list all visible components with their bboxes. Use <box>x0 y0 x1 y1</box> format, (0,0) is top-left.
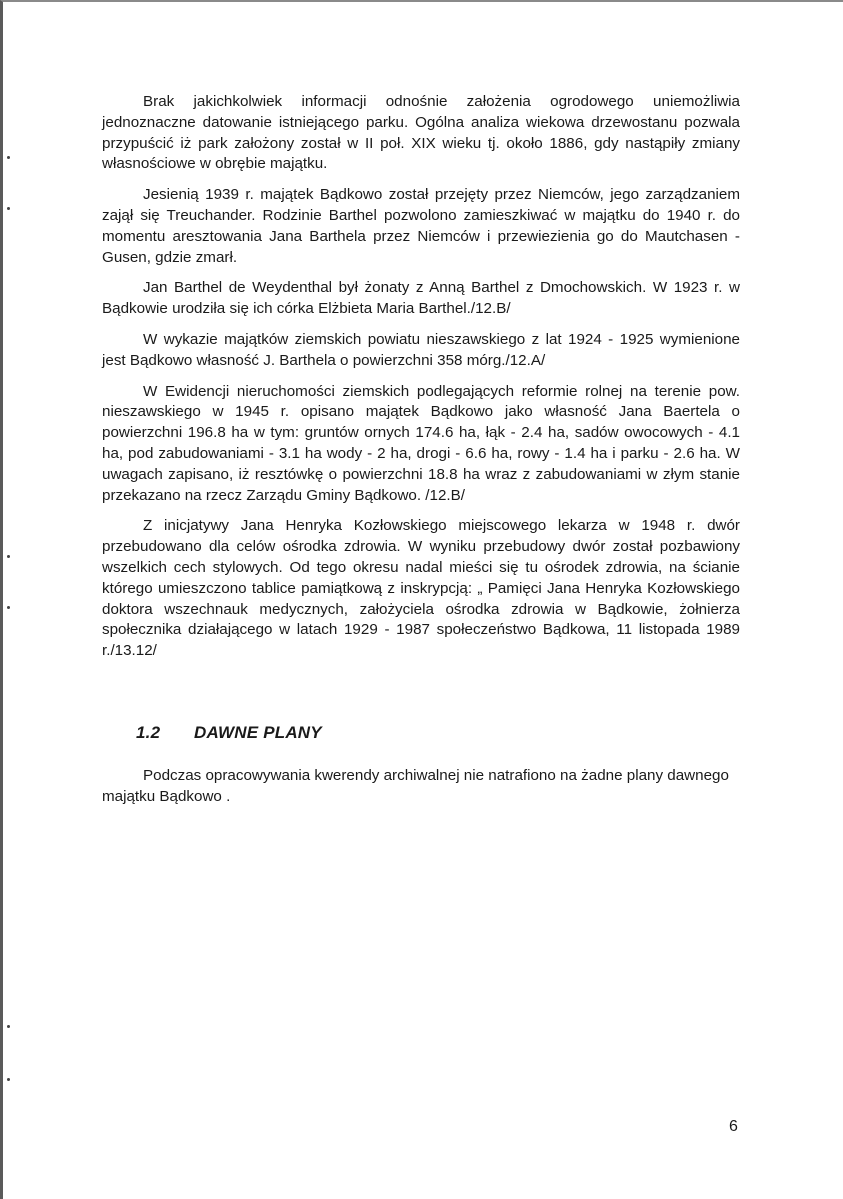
scan-dot-mark <box>7 555 10 558</box>
paragraph-barthel-family: Jan Barthel de Weydenthal był żonaty z Anną Barthel z Dmochowskich. W 1923 r. w Bądkowie urodziła się ich córka Elżbieta Maria Barthel./12.B/ <box>102 279 740 318</box>
scan-dot-mark <box>7 156 10 159</box>
scan-dot-mark <box>7 1078 10 1081</box>
scan-dot-mark <box>7 1025 10 1028</box>
paragraph-estate-register: W wykazie majątków ziemskich powiatu nieszawskiego z lat 1924 - 1925 wymienione jest Bądkowo własność J. Barthela o powierzchni 358 mórg./12.A/ <box>102 330 740 369</box>
paragraph-1939-takeover: Jesienią 1939 r. majątek Bądkowo został przejęty przez Niemców, jego zarządzaniem zajął się Treuchander. Rodzinie Barthel pozwolono zamieszkiwać w majątku do 1940 r. do momentu aresztowania Jana Barthela przez Niemców i przewiezienia go do Mautchasen - Gusen, gdzie zmarł. <box>102 186 740 266</box>
paragraph-park-dating: Brak jakichkolwiek informacji odnośnie założenia ogrodowego uniemożliwia jednoznaczne datowanie istniejącego parku. Ogólna analiza wiekowa drzewostanu pozwala przypuścić iż park założony został w II poł. XIX wieku tj. około 1886, gdy nastąpiły zmiany własnościowe w obrębie majątku. <box>102 93 740 173</box>
paragraph-land-reform-record: W Ewidencji nieruchomości ziemskich podlegających reformie rolnej na terenie pow. nieszawskiego w 1945 r. opisano majątek Bądkowo jako własność Jana Baertela o powierzchni 196.8 ha w tym: gruntów ornych 174.6 ha, łąk - 2.4 ha, sadów owocowych - 4.1 ha, pod zabudowaniami - 3.1 ha wody - 2 ha, drogi - 6.6 ha, rowy - 1.4 ha i parku - 2.6 ha. W uwagach zapisano, iż resztówkę o powierzchni 18.8 ha wraz z zabudowaniami w złym stanie przekazano na rzecz Zarządu Gminy Bądkowo. /12.B/ <box>102 382 740 504</box>
section-number: 1.2 <box>136 723 161 742</box>
body-text <box>102 92 740 672</box>
scan-dot-mark <box>7 606 10 609</box>
page-number: 6 <box>729 1118 738 1135</box>
section-title: DAWNE PLANY <box>194 723 322 742</box>
section-heading <box>136 723 322 743</box>
section-paragraph: Podczas opracowywania kwerendy archiwalnej nie natrafiono na żadne plany dawnego majątku Bądkowo . <box>102 767 729 805</box>
paragraph-health-center: Z inicjatywy Jana Henryka Kozłowskiego miejscowego lekarza w 1948 r. dwór przebudowano dla celów ośrodka zdrowia. W wyniku przebudowy dwór został pozbawiony wszelkich cech stylowych. Od tego okresu nadal mieści się tu ośrodek zdrowia, na ścianie którego umieszczono tablice pamiątkową z inskrypcją: „ Pamięci Jana Henryka Kozłowskiego doktora wszechnauk medycznych, założyciela ośrodka zdrowia w Bądkowie, żołnierza społecznika działającego w latach 1929 - 1987 społeczeństwo Bądkowa, 11 listopada 1989 r./13.12/ <box>102 517 740 660</box>
scan-dot-mark <box>7 207 10 210</box>
